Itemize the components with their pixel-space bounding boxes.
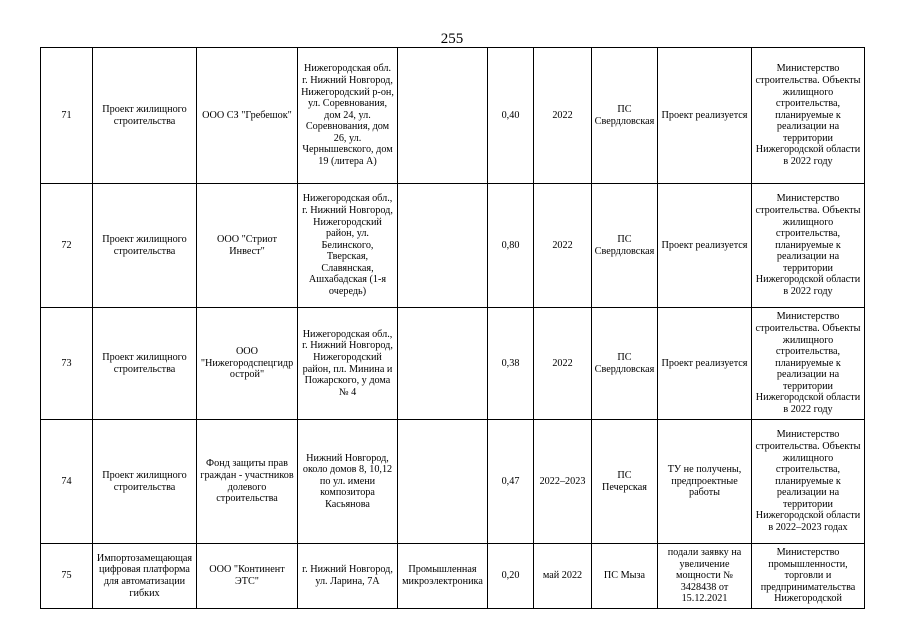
source: Министерство строительства. Объекты жилищного строительства, планируемые к реализации на территории Нижегородской области в 2022–2023 годах	[752, 420, 865, 544]
year: 2022–2023	[534, 420, 592, 544]
address: Нижний Новгород, около домов 8, 10,12 по ул. имени композитора Касьянова	[298, 420, 398, 544]
power-value: 0,20	[488, 544, 534, 609]
year: 2022	[534, 184, 592, 308]
status: Проект реализуется	[658, 48, 752, 184]
project-name: Импортозамещающая цифровая платформа для автоматизации гибких	[93, 544, 197, 609]
power-value: 0,40	[488, 48, 534, 184]
table-row	[41, 420, 865, 544]
status: Проект реализуется	[658, 308, 752, 420]
table-row	[41, 308, 865, 420]
source: Министерство строительства. Объекты жилищного строительства, планируемые к реализации на территории Нижегородской области в 2022 году	[752, 308, 865, 420]
project-name: Проект жилищного строительства	[93, 420, 197, 544]
organization: ООО "Стриот Инвест"	[197, 184, 298, 308]
source: Министерство строительства. Объекты жилищного строительства, планируемые к реализации на территории Нижегородской области в 2022 году	[752, 48, 865, 184]
project-name: Проект жилищного строительства	[93, 48, 197, 184]
row-number: 71	[41, 48, 93, 184]
year: май 2022	[534, 544, 592, 609]
row-number: 74	[41, 420, 93, 544]
year: 2022	[534, 308, 592, 420]
organization: ООО "Континент ЭТС"	[197, 544, 298, 609]
organization: Фонд защиты прав граждан - участников долевого строительства	[197, 420, 298, 544]
address: Нижегородская обл., г. Нижний Новгород, Нижегородский район, ул. Белинского, Тверская, Славянская, Ашхабадская (1-я очередь)	[298, 184, 398, 308]
industry	[398, 184, 488, 308]
power-value: 0,38	[488, 308, 534, 420]
row-number: 72	[41, 184, 93, 308]
status: подали заявку на увеличение мощности № 3428438 от 15.12.2021	[658, 544, 752, 609]
row-number: 75	[41, 544, 93, 609]
power-value: 0,47	[488, 420, 534, 544]
organization: ООО СЗ "Гребешок"	[197, 48, 298, 184]
address: Нижегородская обл., г. Нижний Новгород, Нижегородский район, пл. Минина и Пожарского, у дома № 4	[298, 308, 398, 420]
power-value: 0,80	[488, 184, 534, 308]
row-number: 73	[41, 308, 93, 420]
industry	[398, 420, 488, 544]
table-row	[41, 184, 865, 308]
status: Проект реализуется	[658, 184, 752, 308]
organization: ООО "Нижегородспецгидрострой"	[197, 308, 298, 420]
substation: ПС Печерская	[592, 420, 658, 544]
project-name: Проект жилищного строительства	[93, 184, 197, 308]
industry	[398, 308, 488, 420]
substation: ПС Свердловская	[592, 308, 658, 420]
substation: ПС Свердловская	[592, 184, 658, 308]
substation: ПС Свердловская	[592, 48, 658, 184]
address: Нижегородская обл. г. Нижний Новгород, Нижегородский р-он, ул. Соревнования, дом 24, ул. Соревнования, дом 26, ул. Чернышевского, дом 19 (литера А)	[298, 48, 398, 184]
year: 2022	[534, 48, 592, 184]
project-name: Проект жилищного строительства	[93, 308, 197, 420]
status: ТУ не получены, предпроектные работы	[658, 420, 752, 544]
source: Министерство промышленности, торговли и предпринимательства Нижегородской	[752, 544, 865, 609]
table-row	[41, 544, 865, 609]
substation: ПС Мыза	[592, 544, 658, 609]
address: г. Нижний Новгород, ул. Ларина, 7А	[298, 544, 398, 609]
industry: Промышленная микроэлектроника	[398, 544, 488, 609]
table-row	[41, 48, 865, 184]
source: Министерство строительства. Объекты жилищного строительства, планируемые к реализации на территории Нижегородской области в 2022 году	[752, 184, 865, 308]
page-number: 255	[440, 31, 464, 47]
projects-table	[40, 47, 865, 609]
industry	[398, 48, 488, 184]
